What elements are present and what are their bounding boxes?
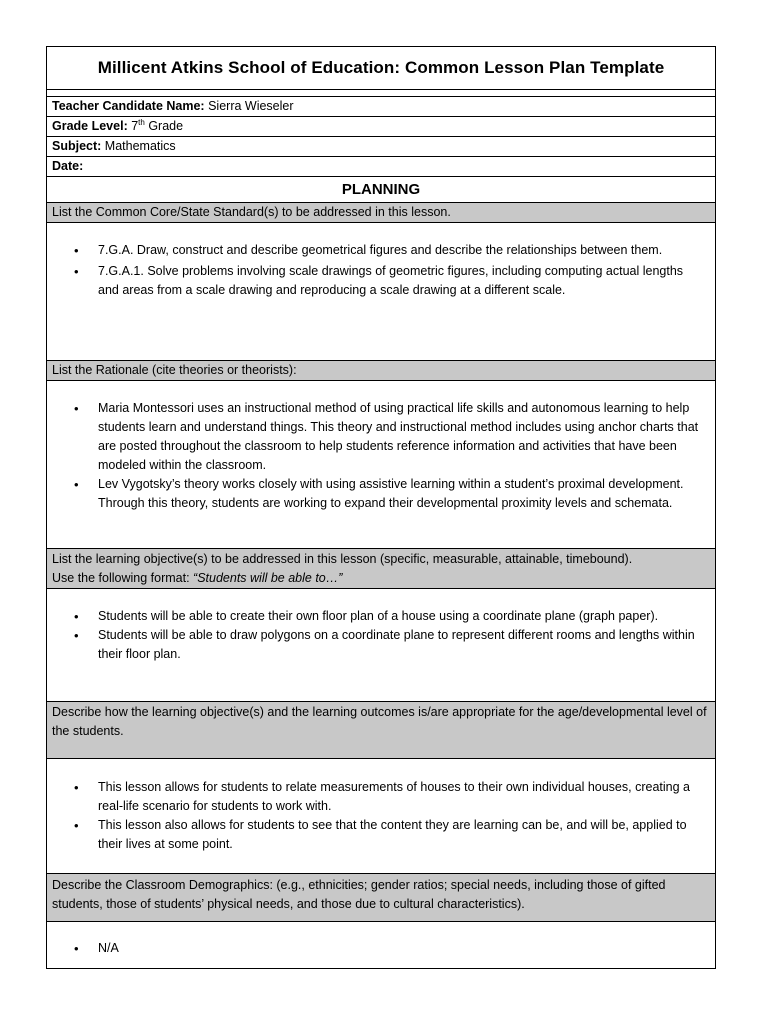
bullet-icon: • [74, 818, 79, 833]
list-item: • This lesson also allows for students to see that the content they are learning can be, and will be, applied to their lives at some point. [74, 818, 687, 851]
list-item: • N/A [74, 941, 119, 956]
bullet-icon: • [74, 941, 79, 956]
bullet-icon: • [74, 628, 79, 643]
subject-label: Subject: [52, 139, 102, 153]
objectives-format: “Students will be able to…” [193, 571, 343, 585]
rationale-heading: List the Rationale (cite theories or theorists): [47, 361, 715, 381]
bullet-icon: • [74, 243, 79, 258]
teacher-name-row [47, 97, 715, 117]
spacer-row [47, 90, 715, 97]
date-row [47, 157, 715, 177]
standards-heading: List the Common Core/State Standard(s) to be addressed in this lesson. [47, 203, 715, 223]
grade-level-value: 7 [131, 119, 139, 133]
document-title: Millicent Atkins School of Education: Common Lesson Plan Template [47, 47, 715, 90]
grade-level-row [47, 117, 715, 137]
demographics-list [47, 939, 715, 958]
list-item: • This lesson allows for students to relate measurements of houses to their own individual houses, creating a real-life scenario for students to work with. [74, 780, 690, 813]
bullet-icon: • [74, 780, 79, 795]
grade-level-suffix: Grade [148, 119, 184, 133]
demographics-body [47, 922, 715, 968]
rationale-list [47, 399, 715, 513]
bullet-icon: • [74, 401, 79, 416]
objectives-list [47, 607, 715, 664]
appropriateness-body [47, 759, 715, 874]
list-item: • Students will be able to draw polygons on a coordinate plane to represent different rooms and lengths within their floor plan. [74, 628, 695, 661]
lesson-plan-sheet [46, 46, 716, 969]
date-label: Date: [52, 159, 84, 173]
bullet-icon: • [74, 477, 79, 492]
list-item: • 7.G.A. Draw, construct and describe geometrical figures and describe the relationships between them. [74, 243, 663, 258]
appropriateness-heading: Describe how the learning objective(s) and the learning outcomes is/are appropriate for the age/developmental level of the students. [47, 702, 715, 759]
objectives-body [47, 589, 715, 702]
rationale-body [47, 381, 715, 549]
objectives-heading: List the learning objective(s) to be addressed in this lesson (specific, measurable, attainable, timebound). Use the following format: “Students will be able to…” [47, 549, 715, 589]
teacher-name-value: Sierra Wieseler [208, 99, 294, 113]
demographics-heading: Describe the Classroom Demographics: (e.g., ethnicities; gender ratios; special needs, including those of gifted students, those of students’ physical needs, and those due to cultural characteristics). [47, 874, 715, 922]
list-item: • Students will be able to create their own floor plan of a house using a coordinate plane (graph paper). [74, 609, 659, 624]
subject-row [47, 137, 715, 157]
grade-level-sup: th [138, 117, 145, 127]
list-item: • Maria Montessori uses an instructional method of using practical life skills and autonomous learning to help students learn and understand things. This theory and instructional method includes using anchor charts that are posted throughout the classroom to help students reference information and activities that have been modeled within the classroom. [74, 401, 699, 472]
teacher-name-label: Teacher Candidate Name: [52, 99, 205, 113]
standards-list [47, 241, 715, 300]
grade-level-label: Grade Level: [52, 119, 128, 133]
bullet-icon: • [74, 264, 79, 279]
list-item: • Lev Vygotsky’s theory works closely with using assistive learning within a student’s proximal development. Through this theory, students are working to expand their developmental proximity levels and schemata. [74, 477, 684, 510]
bullet-icon: • [74, 609, 79, 624]
appropriateness-list [47, 778, 715, 854]
planning-heading: PLANNING [47, 177, 715, 203]
list-item: • 7.G.A.1. Solve problems involving scale drawings of geometric figures, including computing actual lengths and areas from a scale drawing and reproducing a scale drawing at a different scale. [74, 264, 684, 297]
subject-value: Mathematics [104, 139, 176, 153]
standards-body [47, 223, 715, 361]
